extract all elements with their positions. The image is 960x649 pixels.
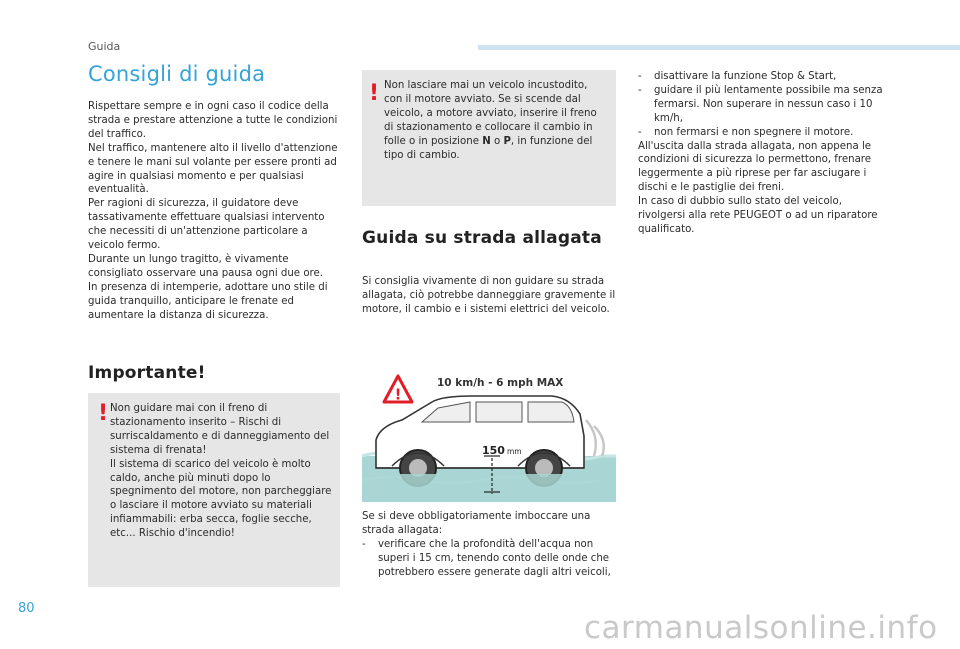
unattended-text — [384, 79, 606, 162]
gear-connector: o — [490, 135, 504, 147]
important-line: Il sistema di scarico del veicolo è molto caldo, anche più minuti dopo lo spegnimento del motore, non parcheggiare o lasciare il motore avviato su materiali infiammabili: erba secca, foglie secche, etc... Rischio d'incendio! — [110, 458, 332, 540]
intro-paragraph: Rispettare sempre e in ogni caso il codice della strada e prestare attenzione a tutte le condizioni del traffico. — [88, 101, 338, 140]
intro-paragraph: In presenza di intemperie, adottare uno stile di guida tranquillo, anticipare le frenate ed aumentare la distanza di sicurezza. — [88, 281, 328, 321]
page-number: 80 — [18, 601, 35, 616]
list-item-text: disattivare la funzione Stop & Start, — [654, 71, 837, 82]
intro-paragraph: Nel traffico, mantenere alto il livello d'attenzione e tenere le mani sul volante per essere pronti ad agire in qualsiasi momento e per qualsiasi eventualità. — [88, 142, 338, 196]
list-item: - non fermarsi e non spegnere il motore. — [638, 126, 854, 138]
warning-icon: ! — [369, 81, 380, 106]
unattended-warning-box — [362, 70, 616, 206]
flooded-instructions — [362, 510, 614, 580]
after-paragraph: All'uscita dalla strada allagata, non appena le condizioni di sicurezza lo permettono, frenare leggermente a più riprese per far asciugare i dischi e le pastiglie dei freni. — [638, 140, 872, 194]
flooded-road-figure — [362, 370, 616, 502]
list-item: - guidare il più lentamente possibile ma senza fermarsi. Non superare in nessun caso i 10 km/h, — [638, 84, 883, 124]
intro-paragraph: Durante un lungo tragitto, è vivamente consigliato osservare una pausa ogni due ore. — [88, 253, 324, 279]
important-line: Non guidare mai con il freno di stazionamento inserito – Rischi di surriscaldamento e di danneggiamento del sistema di frenata! — [110, 403, 330, 456]
list-item: - verificare che la profondità dell'acqua non superi i 15 cm, tenendo conto delle onde che potrebbero essere generate dagli altri veicoli, — [362, 538, 611, 578]
list-item-text: non fermarsi e non spegnere il motore. — [654, 126, 854, 138]
if-must-text: Se si deve obbligatoriamente imboccare una strada allagata: — [362, 511, 591, 536]
warning-icon: ! — [98, 401, 109, 426]
gear-p: P — [503, 135, 511, 147]
motion-lines — [586, 420, 604, 456]
header-bar — [478, 45, 960, 50]
warning-triangle-mark: ! — [394, 385, 402, 404]
depth-unit: mm — [507, 447, 522, 456]
depth-value: 150 — [482, 444, 505, 457]
gear-n: N — [482, 135, 491, 147]
list-item-text: guidare il più lentamente possibile ma senza fermarsi. Non superare in nessun caso i 10 km/h, — [654, 84, 883, 124]
important-warning-box — [88, 393, 340, 587]
intro-paragraph: Per ragioni di sicurezza, il guidatore deve tassativamente effettuare qualsiasi intervento che necessiti di un'attenzione particolare a veicolo fermo. — [88, 198, 325, 252]
section-label: Guida — [88, 40, 121, 53]
unattended-text-before: Non lasciare mai un veicolo incustodito, con il motore avviato. Se si scende dal veicolo, a motore avviato, inserire il freno di stazionamento e collocare il cambio in folle o in posizione — [384, 80, 597, 147]
page-title: Consigli di guida — [88, 62, 266, 86]
speed-limit-label: 10 km/h - 6 mph MAX — [437, 377, 564, 389]
after-paragraph: In caso di dubbio sullo stato del veicolo, rivolgersi alla rete PEUGEOT o ad un riparatore qualificato. — [638, 196, 878, 235]
unattended-text-after: , in funzione del tipo di cambio. — [384, 135, 593, 161]
watermark: carmanualsonline.info — [584, 610, 938, 646]
important-text — [110, 402, 336, 541]
flooded-intro: Si consiglia vivamente di non guidare su strada allagata, ciò potrebbe danneggiare gravemente il motore, il cambio e i sistemi elettrici del veicolo. — [362, 276, 616, 315]
important-heading: Importante! — [88, 363, 206, 383]
list-item: - disattivare la funzione Stop & Start, — [638, 71, 837, 82]
car-in-water-illustration — [362, 370, 616, 502]
intro-text — [88, 100, 338, 323]
list-item-text: verificare che la profondità dell'acqua non superi i 15 cm, tenendo conto delle onde che potrebbero essere generate dagli altri veicoli, — [378, 538, 611, 578]
flooded-heading: Guida su strada allagata — [362, 228, 602, 248]
right-column-text — [638, 70, 884, 237]
